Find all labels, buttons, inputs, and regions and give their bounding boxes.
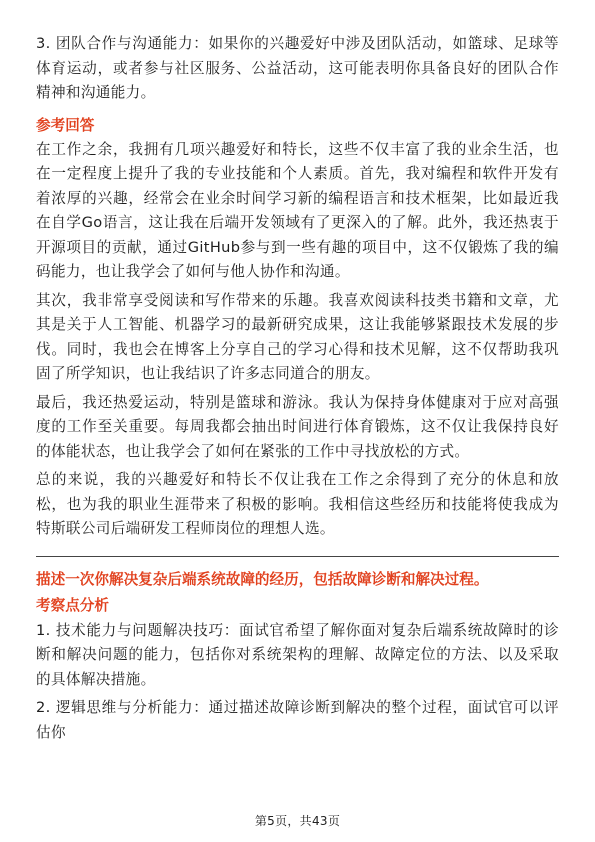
answer-paragraph-2: 其次，我非常享受阅读和写作带来的乐趣。我喜欢阅读科技类书籍和文章，尤其是关于人工智能、机器学习的最新研究成果，这让我能够紧跟技术发展的步伐。同时，我也会在博客上分享自己的学习心得和技术见解，这不仅帮助我巩固了所学知识，也让我结识了许多志同道合的朋友。 [36,291,559,382]
top-list-item: 3. 团队合作与沟通能力：如果你的兴趣爱好中涉及团队活动，如篮球、足球等体育运动，或者参与社区服务、公益活动，这可能表明你具备良好的团队合作精神和沟通能力。 [36,35,559,101]
analysis-item-1: 1. 技术能力与问题解决技巧：面试官希望了解你面对复杂后端系统故障时的诊断和解决问题的能力，包括你对系统架构的理解、故障定位的方法、以及采取的具体解决措施。 [36,621,559,688]
answer-paragraph-4: 总的来说，我的兴趣爱好和特长不仅让我在工作之余得到了充分的休息和放松，也为我的职业生涯带来了积极的影响。我相信这些经历和技能将使我成为特斯联公司后端研发工程师岗位的理想人选。 [36,471,559,537]
analysis-item-2: 2. 逻辑思维与分析能力：通过描述故障诊断到解决的整个过程，面试官可以评估你 [36,699,559,741]
answer-paragraph-3: 最后，我还热爱运动，特别是篮球和游泳。我认为保持身体健康对于应对高强度的工作至关重要。每周我都会抽出时间进行体育锻炼，这不仅让我保持良好的体能状态，也让我学会了如何在紧张的工作中寻找放松的方式。 [36,393,559,460]
analysis-heading: 考察点分析 [36,596,109,614]
section-divider [36,556,559,557]
page-number-footer: 第5页，共43页 [254,814,341,828]
question-title: 描述一次你解决复杂后端系统故障的经历，包括故障诊断和解决过程。 [36,570,489,588]
answer-paragraph-1: 在工作之余，我拥有几项兴趣爱好和特长，这些不仅丰富了我的业余生活，也在一定程度上提升了我的专业技能和个人素质。首先，我对编程和软件开发有着浓厚的兴趣，经常会在业余时间学习新的编程语言和技术框架，比如最近我在自学Go语言，这让我在后端开发领域有了更深入的了解。此外，我还热衷于开源项目的贡献，通过GitHub参与到一些有趣的项目中，这不仅锻炼了我的编码能力，也让我学会了如何与他人协作和沟通。 [36,140,559,280]
page-content [36,32,559,745]
answer-heading: 参考回答 [36,116,95,134]
